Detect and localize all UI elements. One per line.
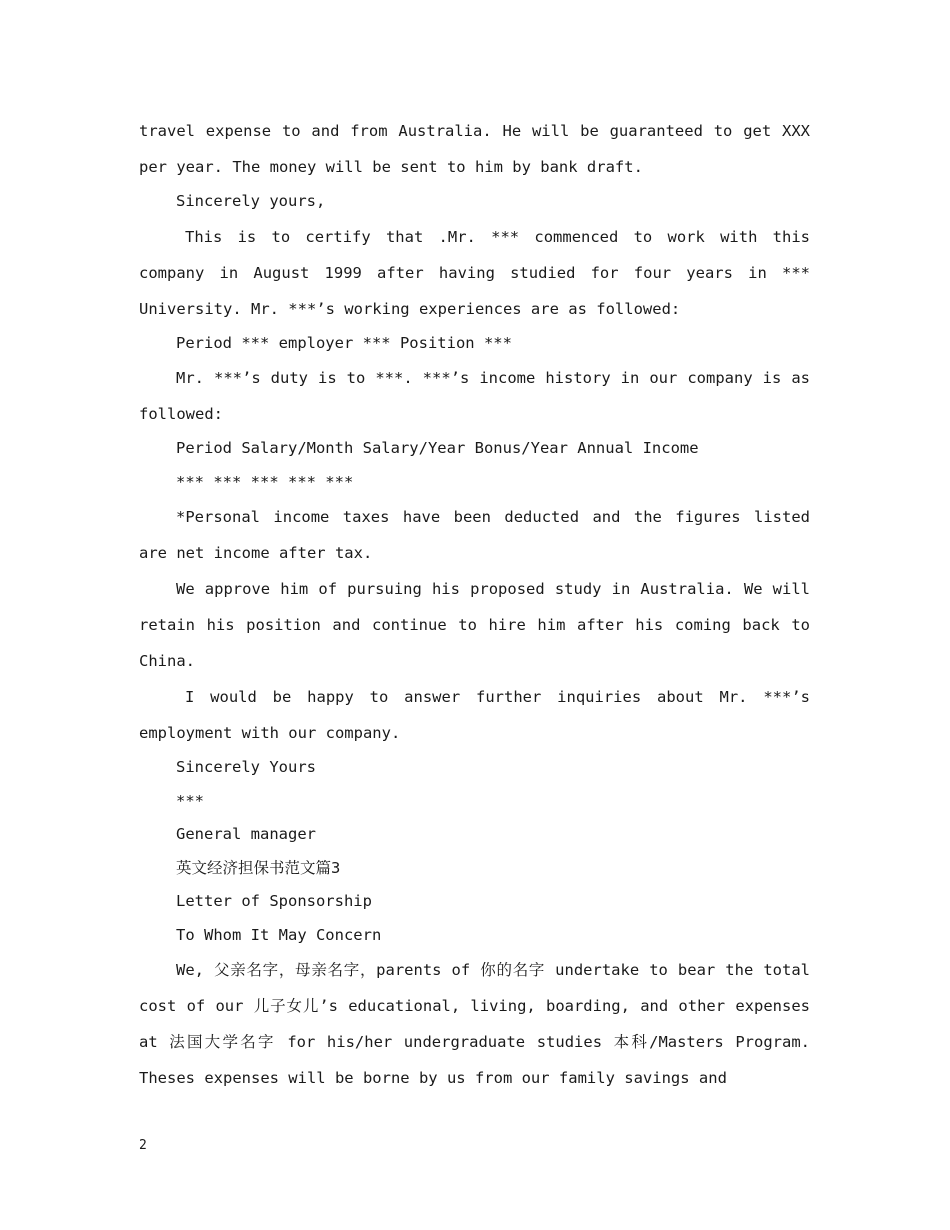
paragraph-sincerely-yours: Sincerely yours, xyxy=(176,192,326,210)
section-heading: 英文经济担保书范文篇3 xyxy=(176,858,341,877)
paragraph-certify: This is to certify that .Mr. *** commenced to work with this company in August 1999 after having studied for four years in *** University. Mr. ***’s working experiences are as followed: xyxy=(139,227,810,318)
paragraph-income-header: Period Salary/Month Salary/Year Bonus/Year Annual Income xyxy=(176,439,699,457)
page-number: 2 xyxy=(139,1138,147,1153)
paragraph-travel-expense: travel expense to and from Australia. He will be guaranteed to get XXX per year. The money will be sent to him by bank draft. xyxy=(139,122,810,176)
paragraph-inquiries: I would be happy to answer further inquiries about Mr. ***’s employment with our company. xyxy=(139,688,810,742)
paragraph-duty: Mr. ***’s duty is to ***. ***’s income history in our company is as followed: xyxy=(139,369,810,423)
letter-salutation: To Whom It May Concern xyxy=(176,925,382,944)
paragraph-general-manager: General manager xyxy=(176,825,316,843)
paragraph-period-employer: Period *** employer *** Position *** xyxy=(176,333,512,352)
paragraph-signature: *** xyxy=(176,791,204,810)
document-body xyxy=(139,113,810,1096)
paragraph-sincerely-yours-2: Sincerely Yours xyxy=(176,758,316,776)
paragraph-tax-note: *Personal income taxes have been deducted and the figures listed are net income after tax. xyxy=(139,508,810,562)
paragraph-approve: We approve him of pursuing his proposed study in Australia. We will retain his position and continue to hire him after his coming back to China. xyxy=(139,580,810,670)
paragraph-sponsorship: We, 父亲名字，母亲名字，parents of 你的名字 undertake to bear the total cost of our 儿子女儿’s educational, living, boarding, and other expenses at 法国大学名字 for his/her undergraduate studies 本科/Masters Program. Theses expenses will be borne by us from our family savings and xyxy=(139,961,810,1087)
paragraph-income-values: *** *** *** *** *** xyxy=(176,472,354,491)
letter-title: Letter of Sponsorship xyxy=(176,892,372,910)
